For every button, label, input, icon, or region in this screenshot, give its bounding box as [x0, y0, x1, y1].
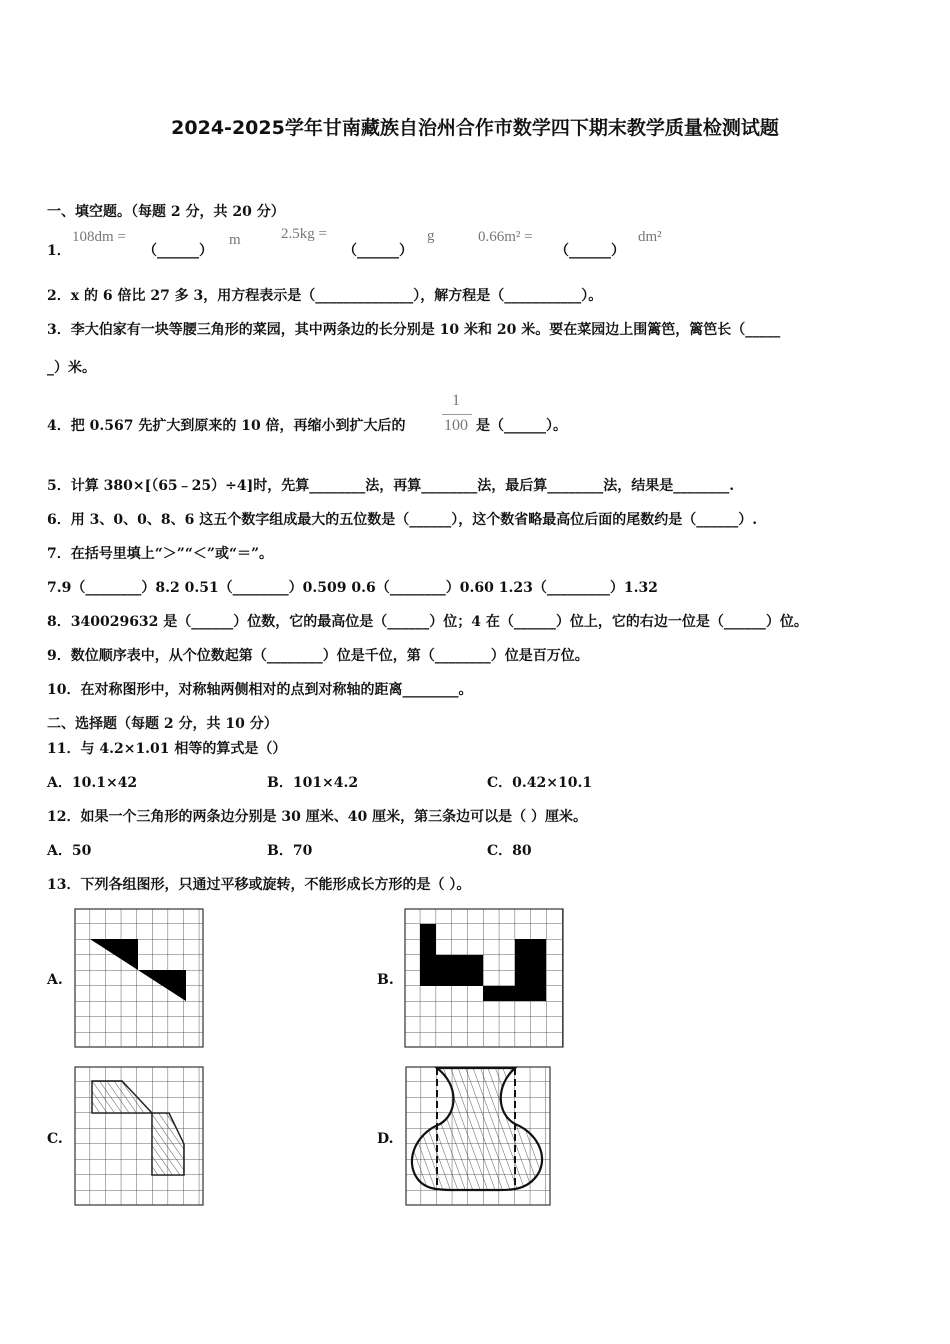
- q13-figure-b[interactable]: [404, 908, 564, 1048]
- q13-figure-a[interactable]: [74, 908, 204, 1048]
- q12-option-b[interactable]: B．70: [267, 843, 313, 859]
- q11-option-c[interactable]: C．0.42×10.1: [487, 775, 593, 791]
- q1-number: 1．: [47, 243, 71, 259]
- q9-text: 9．数位顺序表中，从个位数起第（________）位是千位，第（________）位是百万位。: [47, 648, 589, 664]
- q1-b-unit: g: [427, 228, 435, 244]
- q1-c-unit: dm²: [638, 229, 662, 245]
- q1-b-blank[interactable]: （______）: [343, 243, 413, 259]
- q11-option-a[interactable]: A．10.1×42: [47, 775, 138, 791]
- q11-stem: 11．与 4.2×1.01 相等的算式是（）: [47, 741, 287, 757]
- q13-stem: 13．下列各组图形，只通过平移或旋转，不能形成长方形的是（ ）。: [47, 877, 471, 893]
- q1-c-expression: 0.66m² =: [478, 229, 533, 245]
- q10-text: 10．在对称图形中，对称轴两侧相对的点到对称轴的距离________。: [47, 682, 473, 698]
- q12-option-c[interactable]: C．80: [487, 843, 532, 859]
- q4-text-end: 是（______）。: [476, 418, 567, 434]
- q12-option-a[interactable]: A．50: [47, 843, 92, 859]
- q8-text: 8．340029632 是（______）位数，它的最高位是（______）位；4 在（______）位上，它的右边一位是（______）位。: [47, 614, 808, 630]
- q7-comparisons: 7.9（________）8.2 0.51（________）0.509 0.6（________）0.60 1.23（_________）1.32: [47, 580, 658, 596]
- q13-option-c-label[interactable]: C.: [47, 1131, 63, 1147]
- q13-option-d-label[interactable]: D.: [377, 1131, 394, 1147]
- page-title: 2024-2025学年甘南藏族自治州合作市数学四下期末教学质量检测试题: [171, 117, 779, 139]
- q1-a-unit: m: [229, 232, 241, 248]
- q11-option-b[interactable]: B．101×4.2: [267, 775, 359, 791]
- q1-a-blank[interactable]: （______）: [143, 243, 213, 259]
- q7-text: 7．在括号里填上“＞”“＜”或“＝”。: [47, 546, 274, 562]
- q4-fraction-bar: [442, 414, 472, 415]
- q3-text-line1: 3．李大伯家有一块等腰三角形的菜园，其中两条边的长分别是 10 米和 20 米。要在菜园边上围篱笆，篱笆长（_____: [47, 322, 781, 338]
- q2-text: 2．x 的 6 倍比 27 多 3，用方程表示是（______________），解方程是（___________）。: [47, 288, 603, 304]
- section-1-heading: 一、填空题。（每题 2 分，共 20 分）: [47, 204, 285, 220]
- q13-figure-c[interactable]: [74, 1066, 204, 1206]
- q1-c-blank[interactable]: （______）: [555, 243, 625, 259]
- q1-b-expression: 2.5kg =: [281, 226, 327, 242]
- q4-text: 4．把 0.567 先扩大到原来的 10 倍，再缩小到扩大后的: [47, 418, 406, 434]
- q4-fraction-numerator: 1: [452, 392, 460, 409]
- q12-stem: 12．如果一个三角形的两条边分别是 30 厘米、40 厘米，第三条边可以是（ ）厘米。: [47, 809, 587, 825]
- q6-text: 6．用 3、0、0、8、6 这五个数字组成最大的五位数是（______），这个数省略最高位后面的尾数约是（______）.: [47, 512, 758, 528]
- q13-option-a-label[interactable]: A.: [47, 972, 63, 988]
- q1-a-expression: 108dm =: [72, 229, 126, 245]
- section-2-heading: 二、选择题（每题 2 分，共 10 分）: [47, 716, 278, 732]
- q3-text-line2: _）米。: [47, 360, 96, 376]
- q13-option-b-label[interactable]: B.: [377, 972, 394, 988]
- q4-fraction-denominator: 100: [444, 417, 468, 434]
- q13-figure-d[interactable]: [405, 1066, 551, 1206]
- q5-text: 5．计算 380×[（65﹣25）÷4]时，先算________法，再算________法，最后算________法，结果是________.: [47, 478, 735, 494]
